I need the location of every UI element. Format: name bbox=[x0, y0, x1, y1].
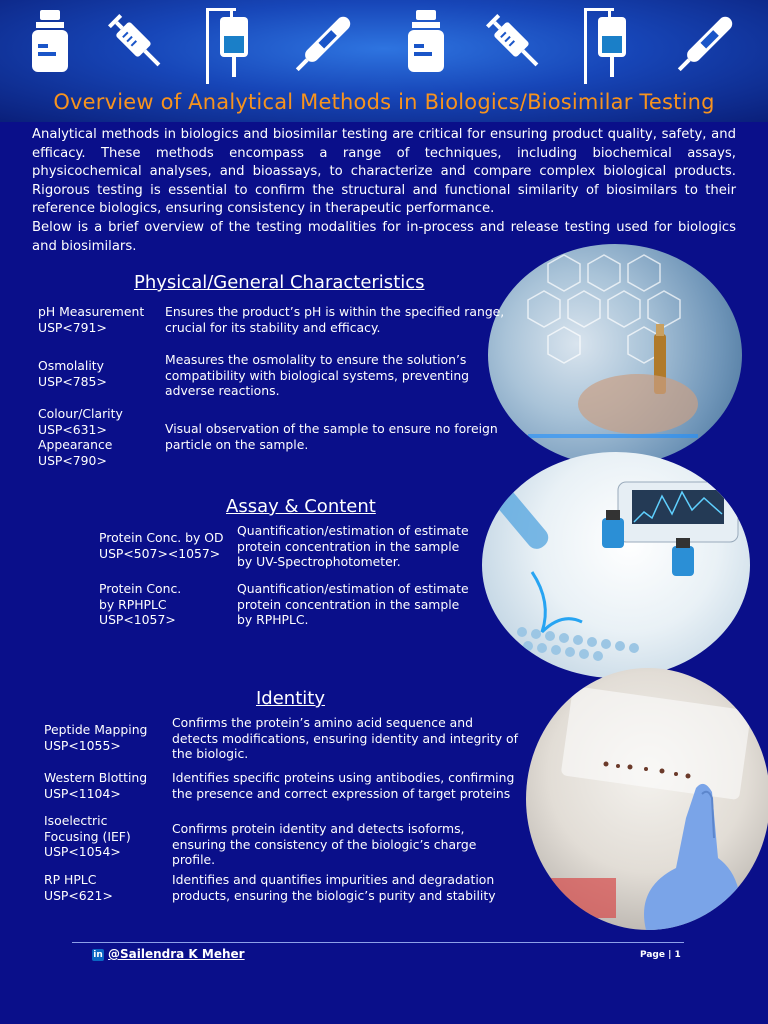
method-name: Colour/Clarity USP<631> Appearance USP<790> bbox=[38, 406, 123, 468]
author-link[interactable] bbox=[92, 947, 245, 961]
method-description: Identifies specific proteins using antibodies, confirming the presence and correct expression of target proteins bbox=[172, 770, 515, 801]
lab-scene-icon bbox=[482, 452, 750, 678]
footer-divider bbox=[72, 942, 684, 943]
linkedin-icon: in bbox=[93, 950, 103, 960]
method-description: Ensures the product’s pH is within the specified range, crucial for its stability and efficacy. bbox=[165, 304, 505, 335]
syringe-icon bbox=[482, 8, 548, 78]
page-number: Page | 1 bbox=[640, 950, 681, 960]
method-name: pH Measurement USP<791> bbox=[38, 304, 145, 335]
section-title-identity: Identity bbox=[256, 688, 325, 709]
method-name: Western Blotting USP<1104> bbox=[44, 770, 148, 801]
lab-equipment-image bbox=[482, 452, 750, 678]
method-name: RP HPLC USP<621> bbox=[44, 872, 113, 903]
glove-icon bbox=[526, 668, 768, 930]
method-description: Quantification/estimation of estimate protein concentration in the sample by RPHPLC. bbox=[237, 581, 469, 627]
header-banner bbox=[0, 0, 768, 122]
syringe-icon bbox=[104, 8, 170, 78]
hex-grid-icon bbox=[488, 244, 742, 466]
intro-text bbox=[32, 126, 736, 256]
method-name: Isoelectric Focusing (IEF) USP<1054> bbox=[44, 813, 131, 859]
method-description: Measures the osmolality to ensure the solution’s compatibility with biological systems, preventing adverse reactions. bbox=[165, 352, 470, 398]
method-description: Confirms protein identity and detects isoforms, ensuring the consistency of the biologic’s charge profile. bbox=[172, 821, 477, 867]
intro-paragraph: Below is a brief overview of the testing modalities for in-process and release testing used for biologics and biosimilars. bbox=[32, 219, 736, 254]
pen-injector-icon bbox=[292, 8, 352, 82]
method-name: Peptide Mapping USP<1055> bbox=[44, 722, 148, 753]
vial-icon bbox=[402, 8, 450, 74]
vial-icon bbox=[26, 8, 74, 74]
iv-bag-icon bbox=[578, 8, 634, 84]
method-description: Quantification/estimation of estimate protein concentration in the sample by UV-Spectrophotometer. bbox=[237, 523, 469, 569]
author-name: @Sailendra K Meher bbox=[108, 947, 245, 961]
method-description: Identifies and quantifies impurities and degradation products, ensuring the biologic’s purity and stability bbox=[172, 872, 496, 903]
method-name: Protein Conc. by RPHPLC USP<1057> bbox=[99, 581, 182, 627]
pen-injector-icon bbox=[674, 8, 734, 82]
page-title: Overview of Analytical Methods in Biologics/Biosimilar Testing bbox=[53, 90, 715, 114]
method-description: Visual observation of the sample to ensure no foreign particle on the sample. bbox=[165, 421, 498, 452]
section-title-physical: Physical/General Characteristics bbox=[134, 272, 425, 293]
intro-paragraph: Analytical methods in biologics and biosimilar testing are critical for ensuring product quality, safety, and efficacy. These methods encompass a range of techniques, including biochemical assays, physicochemical analyses, and bioassays, to characterize and compare complex biological products. Rigorous testing is essential to confirm the structural and functional similarity of biosimilars to their reference biologics, ensuring consistency in therapeutic performance. bbox=[32, 127, 736, 217]
digital-health-image bbox=[488, 244, 742, 466]
section-title-assay: Assay & Content bbox=[226, 496, 376, 517]
method-name: Osmolality USP<785> bbox=[38, 358, 107, 389]
gloved-hand-image bbox=[526, 668, 768, 930]
method-name: Protein Conc. by OD USP<507><1057> bbox=[99, 530, 224, 561]
icon-row bbox=[0, 8, 768, 88]
method-description: Confirms the protein’s amino acid sequence and detects modifications, ensuring identity and integrity of the biologic. bbox=[172, 715, 518, 761]
iv-bag-icon bbox=[200, 8, 256, 84]
